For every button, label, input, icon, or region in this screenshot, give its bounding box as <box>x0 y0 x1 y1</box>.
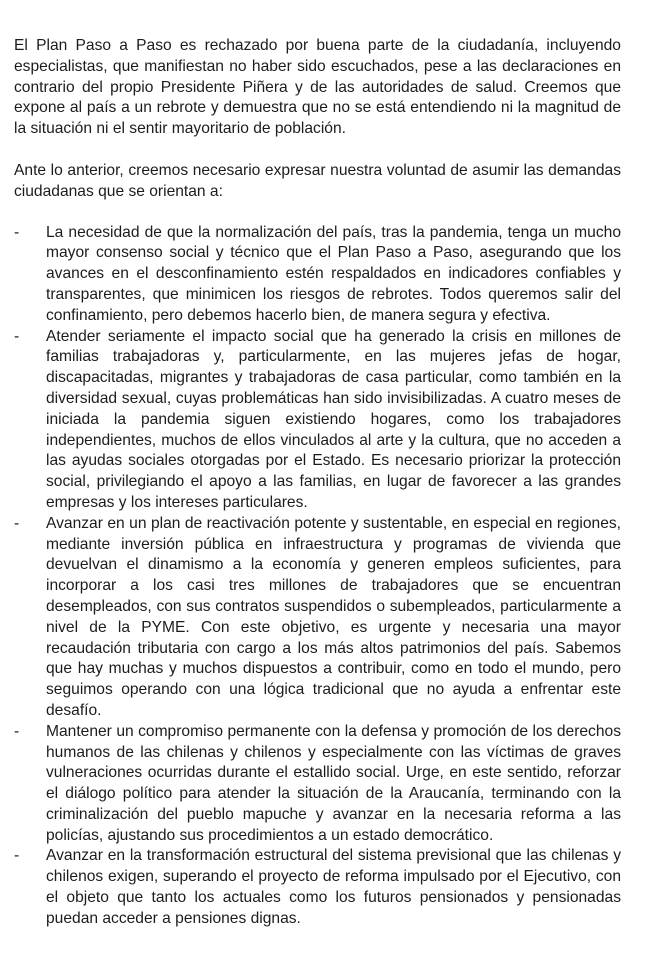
lead-in-paragraph: Ante lo anterior, creemos necesario expresar nuestra voluntad de asumir las demandas ciudadanas que se orientan a: <box>14 161 621 200</box>
list-item <box>14 722 621 847</box>
list-bullet: - <box>14 223 20 241</box>
list-item-text: Avanzar en la transformación estructural del sistema previsional que las chilenas y chilenos exigen, superando el proyecto de reforma impulsado por el Ejecutivo, con el objeto que tanto los actuales como los futuros pensionados y pensionadas puedan acceder a pensiones dignas. <box>46 847 621 927</box>
list-item-text: Atender seriamente el impacto social que ha generado la crisis en millones de familias trabajadoras y, particularmente, en las mujeres jefas de hogar, discapacitadas, migrantes y trabajadoras de casa particular, como también en la diversidad sexual, cuyas problemáticas han sido invisibilizadas. A cuatro meses de iniciada la pandemia siguen existiendo hogares, como los trabajadores independientes, muchos de ellos vinculados al arte y la cultura, que no acceden a las ayudas sociales otorgadas por el Estado. Es necesario priorizar la protección social, privilegiando el apoyo a las familias, en lugar de favorecer a las grandes empresas y los intereses particulares. <box>46 327 621 511</box>
demands-list <box>14 223 621 930</box>
intro-paragraph: El Plan Paso a Paso es rechazado por buena parte de la ciudadanía, incluyendo especialistas, que manifiestan no haber sido escuchados, pese a las declaraciones en contrario del propio Presidente Piñera y de las autoridades de salud. Creemos que expone al país a un rebrote y demuestra que no se está entendiendo ni la magnitud de la situación ni el sentir mayoritario de población. <box>14 37 621 138</box>
list-bullet: - <box>14 847 20 865</box>
list-bullet: - <box>14 327 20 345</box>
list-item-text: Avanzar en un plan de reactivación potente y sustentable, en especial en regiones, mediante inversión pública en infraestructura y programas de vivienda que devuelvan el dinamismo a la economía y generen empleos suficientes, para incorporar a los casi tres millones de trabajadores que se encuentran desempleados, con sus contratos suspendidos o subempleados, particularmente a nivel de la PYME. Con este objetivo, es urgente y necesaria una mayor recaudación tributaria con cargo a los más altos patrimonios del país. Sabemos que hay muchas y muchos dispuestos a contribuir, como en todo el mundo, pero seguimos operando con una lógica tradicional que no ayuda a enfrentar este desafío. <box>46 514 621 719</box>
document-page <box>14 36 621 930</box>
list-item-text: La necesidad de que la normalización del país, tras la pandemia, tenga un mucho mayor consenso social y técnico que el Plan Paso a Paso, asegurando que los avances en el desconfinamiento estén respaldados en indicadores confiables y transparentes, que minimicen los riesgos de rebrotes. Todos queremos salir del confinamiento, pero debemos hacerlo bien, de manera segura y efectiva. <box>46 223 621 324</box>
list-item <box>14 514 621 722</box>
list-item-text: Mantener un compromiso permanente con la defensa y promoción de los derechos humanos de las chilenas y chilenos y especialmente con las víctimas de graves vulneraciones ocurridas durante el estallido social. Urge, en este sentido, reforzar el diálogo político para atender la situación de la Araucanía, terminando con la criminalización del pueblo mapuche y avanzar en la necesaria reforma a las policías, ajustando sus procedimientos a un estado democrático. <box>46 722 621 844</box>
list-item <box>14 223 621 327</box>
list-item <box>14 327 621 514</box>
list-bullet: - <box>14 514 20 532</box>
list-item <box>14 846 621 929</box>
list-bullet: - <box>14 722 20 740</box>
